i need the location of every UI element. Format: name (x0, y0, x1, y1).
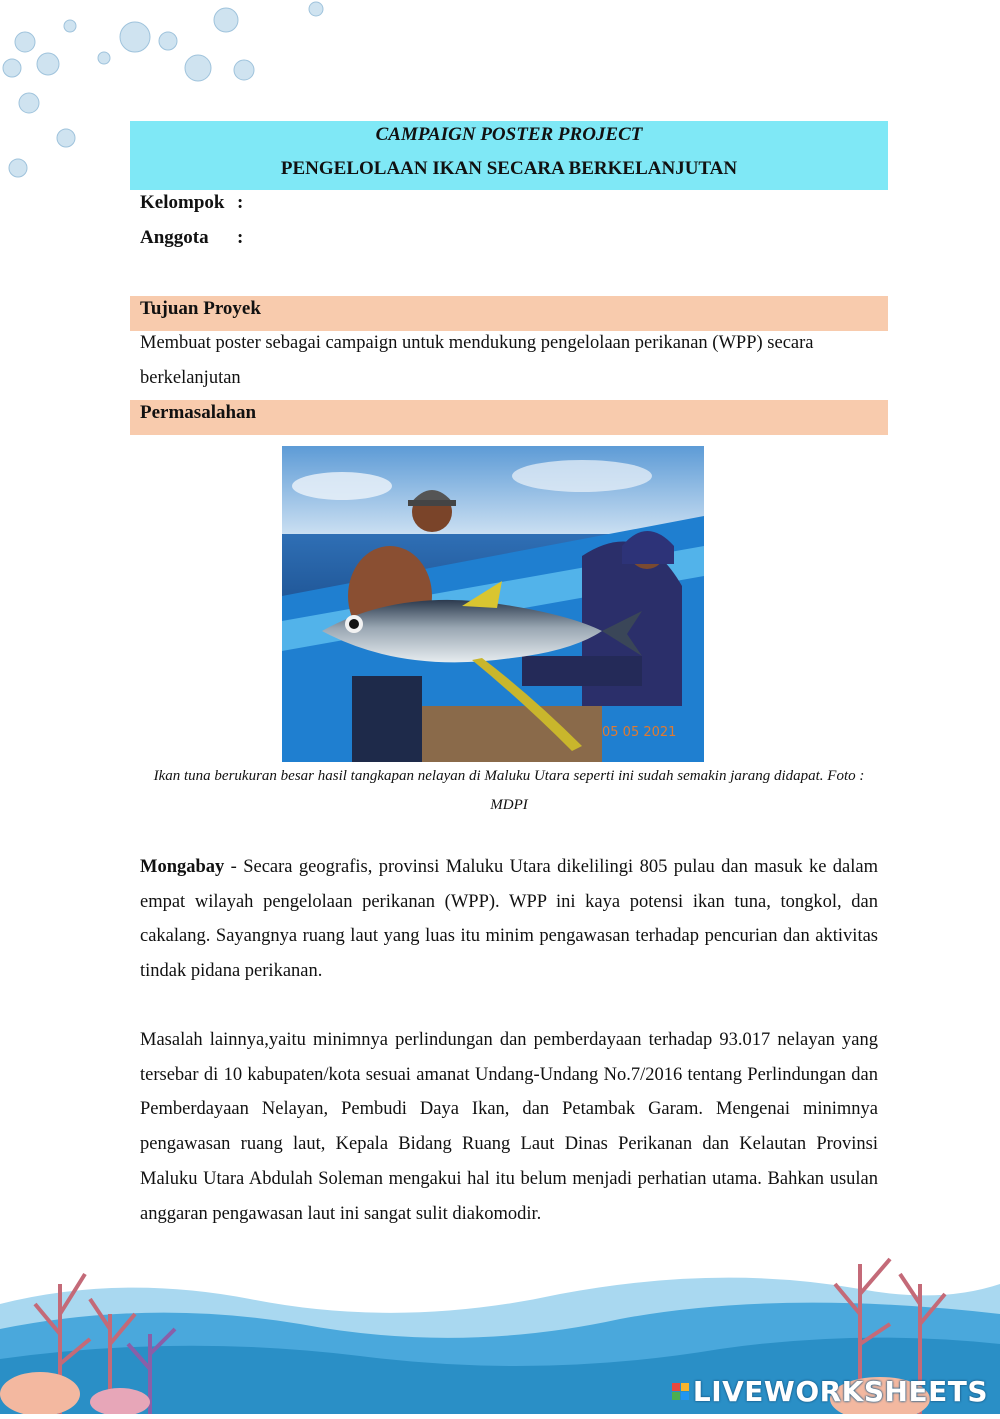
article-paragraph-2: Masalah lainnya,yaitu minimnya perlindungan dan pemberdayaan terhadap 93.017 nelayan yang tersebar di 10 kabupaten/kota sesuai amanat Undang-Undang No.7/2016 tentang Perlindungan dan Pemberdayaan Nelayan, Pembudi Daya Ikan, dan Petambak Garam. Mengenai minimnya pengawasan ruang laut, Kepala Bidang Ruang Laut Dinas Perikanan dan Kelautan Provinsi Maluku Utara Abdulah Soleman mengakui hal itu belum menjadi perhatian utama. Bahkan usulan anggaran pengawasan laut ini sangat sulit diakomodir. (140, 1030, 878, 1224)
tujuan-text: Membuat poster sebagai campaign untuk mendukung pengelolaan perikanan (WPP) secara berkelanjutan (140, 333, 814, 388)
title-banner (130, 121, 888, 190)
photo-caption: Ikan tuna berukuran besar hasil tangkapan nelayan di Maluku Utara seperti ini sudah semakin jarang didapat. Foto : MDPI (153, 768, 865, 813)
section-tujuan-title: Tujuan Proyek (140, 298, 261, 319)
kelompok-field (140, 191, 244, 215)
brand-text: LIVEWORKSHEETS (692, 1375, 988, 1408)
article-paragraph-1 (140, 850, 878, 989)
article-paragraph-1-text: - Secara geografis, provinsi Maluku Utara dikelilingi 805 pulau dan masuk ke dalam empat wilayah pengelolaan perikanan (WPP). WPP ini kaya potensi ikan tuna, tongkol, dan cakalang. Sayangnya ruang laut yang luas itu minim pengawasan terhadap pencurian dan aktivitas tindak pidana perikanan. (140, 857, 878, 982)
kelompok-colon: : (237, 192, 244, 213)
project-title: CAMPAIGN POSTER PROJECT (375, 124, 643, 145)
ocean-footer-decoration (0, 1244, 1000, 1414)
article-source: Mongabay (140, 857, 225, 877)
liveworksheets-mark-icon (672, 1383, 689, 1400)
kelompok-label: Kelompok (140, 192, 225, 213)
liveworksheets-logo[interactable] (672, 1375, 988, 1408)
tuna-catch-photo (282, 446, 704, 762)
section-permasalahan (130, 400, 888, 435)
anggota-label: Anggota (140, 227, 209, 248)
photo-date-stamp: 05 05 2021 (602, 725, 677, 740)
anggota-field (140, 226, 244, 250)
anggota-colon: : (237, 227, 244, 248)
section-permasalahan-title: Permasalahan (140, 402, 257, 423)
project-subtitle: PENGELOLAAN IKAN SECARA BERKELANJUTAN (280, 158, 738, 179)
